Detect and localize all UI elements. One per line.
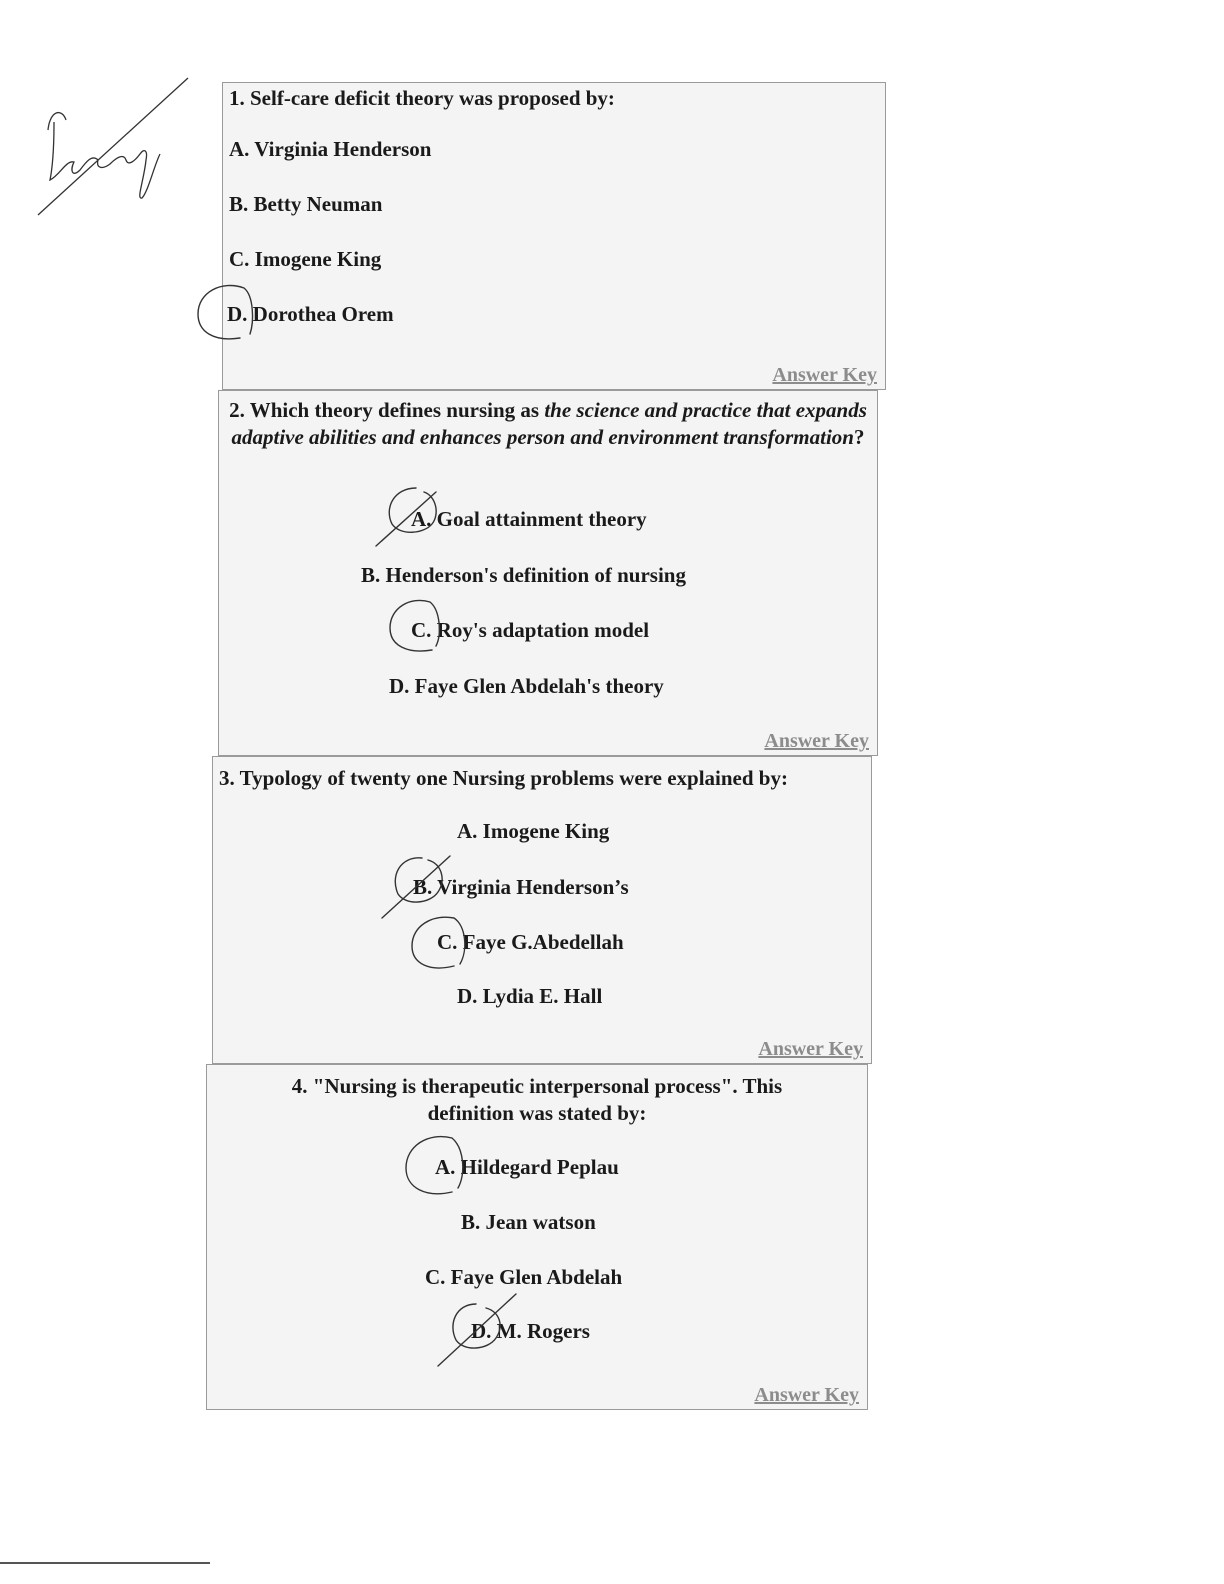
q3-option-d[interactable]: D. Lydia E. Hall <box>457 984 603 1008</box>
q3-option-b[interactable]: B. Virginia Henderson’s <box>413 875 629 899</box>
question-text: Self-care deficit theory was proposed by: <box>250 86 615 110</box>
question-4-text: 4. "Nursing is therapeutic interpersonal process". This definition was stated by: <box>291 1074 783 1125</box>
q4-option-b[interactable]: B. Jean watson <box>461 1210 596 1234</box>
question-card-3 <box>212 756 872 1064</box>
q4-option-a[interactable]: A. Hildegard Peplau <box>435 1155 619 1179</box>
q1-option-b[interactable]: B. Betty Neuman <box>229 192 383 216</box>
question-card-1 <box>222 82 886 390</box>
scan-edge-line <box>0 1562 210 1564</box>
q1-option-d[interactable]: D. Dorothea Orem <box>227 302 394 326</box>
answer-key-link-3[interactable]: Answer Key <box>758 1038 863 1060</box>
answer-key-link-2[interactable]: Answer Key <box>764 730 869 752</box>
question-2-text: 2. Which theory defines nursing as the science and practice that expands adaptive abilities and enhances person and environment transformation? <box>229 398 867 449</box>
q4-option-d[interactable]: D. M. Rogers <box>471 1319 590 1343</box>
question-number: 1. <box>229 86 245 110</box>
q2-option-a[interactable]: A. Goal attainment theory <box>411 507 647 531</box>
q2-option-b[interactable]: B. Henderson's definition of nursing <box>361 563 686 587</box>
answer-key-link-4[interactable]: Answer Key <box>754 1384 859 1406</box>
question-3-text: 3. Typology of twenty one Nursing problems were explained by: <box>219 766 788 790</box>
q3-option-c[interactable]: C. Faye G.Abedellah <box>437 930 624 954</box>
q2-option-d[interactable]: D. Faye Glen Abdelah's theory <box>389 674 664 698</box>
q1-option-a[interactable]: A. Virginia Henderson <box>229 137 432 161</box>
q3-option-a[interactable]: A. Imogene King <box>457 819 610 843</box>
question-1-text <box>229 85 879 112</box>
question-card-2 <box>218 390 878 756</box>
question-card-4 <box>206 1064 868 1410</box>
q4-option-c[interactable]: C. Faye Glen Abdelah <box>425 1265 623 1289</box>
q2-option-c[interactable]: C. Roy's adaptation model <box>411 618 650 642</box>
q1-option-c[interactable]: C. Imogene King <box>229 247 382 271</box>
handwritten-theory-note <box>30 70 200 240</box>
answer-key-link-1[interactable]: Answer Key <box>772 364 877 386</box>
